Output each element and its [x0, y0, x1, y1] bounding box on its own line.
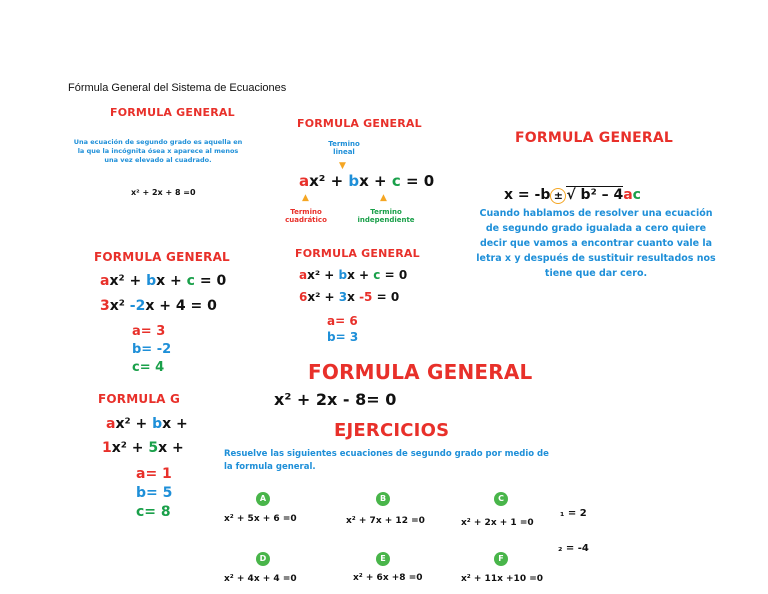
exercise-badge: D [256, 552, 270, 566]
coef-c: c [186, 273, 195, 289]
explanation-line: de segundo grado igualada a cero quiere [485, 223, 707, 234]
peek-solution-1 [560, 508, 587, 519]
op: + [124, 273, 147, 289]
op: + [130, 416, 153, 432]
eq-end: = 0 [194, 273, 227, 289]
peek-text: ₂ = -4 [558, 543, 589, 554]
formula-a: a [623, 187, 633, 203]
general-equation [106, 416, 188, 432]
term-x: x [347, 290, 355, 304]
term-x2: x² [109, 273, 125, 289]
explanation-line: Cuando hablamos de resolver una ecuación [479, 208, 713, 219]
card-example-3 [88, 386, 198, 526]
term-x: x [347, 268, 355, 282]
eq-end: = 0 [380, 268, 408, 282]
exercise-equation: x² + 6x +8 =0 [353, 573, 423, 583]
card-title: FORMULA GENERAL [110, 106, 235, 119]
page-title: Fórmula General del Sistema de Ecuaciones [68, 82, 287, 94]
value-a: a= 3 [132, 324, 166, 339]
general-equation [299, 268, 407, 282]
formula-c: c [632, 187, 641, 203]
op: + [171, 416, 188, 432]
exercise-badge: B [376, 492, 390, 506]
exercise-badge: F [494, 552, 508, 566]
coef-b: b [152, 416, 163, 432]
arrow-up-icon: ▲ [302, 193, 309, 203]
op: + [320, 290, 339, 304]
coef-b: 3 [338, 290, 348, 304]
peek-text: ₁ = 2 [560, 508, 587, 519]
formula-explanation [474, 206, 718, 281]
value-b: b= 3 [327, 330, 359, 344]
quadratic-formula [504, 187, 641, 204]
general-equation [299, 172, 434, 190]
op: + [126, 440, 149, 456]
formula-left: x = -b [504, 187, 551, 203]
formula-pm: ± [550, 188, 566, 204]
exercise-equation: x² + 7x + 12 =0 [346, 516, 425, 526]
coef-b: b [338, 268, 348, 282]
eq-end: = 0 [400, 172, 435, 190]
value-a: a= 1 [136, 466, 172, 482]
definition-line: la que la incógnita ósea x aparece al menos [77, 147, 239, 155]
formula-root: √ b² – 4 [566, 187, 624, 203]
op: + [354, 268, 374, 282]
op: + [325, 172, 349, 190]
arrow-up-icon: ▲ [380, 193, 387, 203]
card-title: FORMULA GENERAL [515, 130, 674, 146]
card-title: FORMULA GENERAL [94, 250, 230, 264]
value-c: c= 4 [132, 360, 165, 375]
arrow-down-icon: ▼ [339, 161, 346, 171]
instructions [224, 448, 554, 474]
eq-end: = 0 [372, 290, 400, 304]
label-linear: Termino lineal [328, 140, 360, 156]
card-exercises [198, 352, 558, 592]
coef-a: 1 [102, 440, 112, 456]
label-independent: Termino independiente [357, 208, 415, 224]
coef-b: 5 [148, 440, 159, 456]
exercise-equation: x² + 4x + 4 =0 [224, 574, 297, 584]
card-title: FORMULA GENERAL [297, 117, 422, 130]
coef-a: a [106, 416, 116, 432]
peek-solution-2 [558, 543, 589, 554]
exercise-equation: x² + 2x + 1 =0 [461, 518, 534, 528]
term-x2: x² [307, 290, 321, 304]
term-x: x [162, 416, 172, 432]
term-x2: x² [111, 440, 127, 456]
coef-a: 3 [100, 298, 110, 314]
example-equation [102, 440, 184, 456]
coef-b: b [348, 172, 360, 190]
exercise-equation: x² + 5x + 6 =0 [224, 514, 297, 524]
coef-b: -2 [124, 298, 146, 314]
exercise-badge: C [494, 492, 508, 506]
coef-c: -5 [354, 290, 373, 304]
example-equation: x² + 2x + 8 =0 [131, 188, 196, 197]
label-quadratic: Termino cuadrático [285, 208, 327, 224]
op: + [368, 172, 392, 190]
coef-a: 6 [299, 290, 308, 304]
op: + [320, 268, 339, 282]
term-x2: x² [115, 416, 131, 432]
exercise-equation: x² + 11x +10 =0 [461, 574, 544, 584]
general-equation [100, 273, 226, 289]
term-x2: x² [309, 172, 326, 190]
card-definition [68, 100, 248, 218]
term-x2: x² [307, 268, 321, 282]
eq-end: = 0 [185, 298, 217, 314]
card-terms [255, 108, 441, 236]
instructions-line: la formula general. [224, 462, 316, 472]
instructions-line: Resuelve las siguientes ecuaciones de segundo grado por medio de [224, 449, 549, 459]
exercise-badge: E [376, 552, 390, 566]
value-c: c= 8 [136, 504, 171, 520]
card-title: FORMULA GENERAL [308, 360, 533, 384]
value-b: b= 5 [136, 485, 173, 501]
term-x2: x² [109, 298, 125, 314]
example-equation [299, 290, 399, 304]
card-formula [470, 118, 722, 286]
definition-line: una vez elevado al cuadrado. [104, 156, 212, 164]
coef-c: + 4 [154, 298, 186, 314]
explanation-line: letra x y después de sustituir resultados nos [476, 253, 716, 264]
coef-c: c [391, 172, 401, 190]
value-a: a= 6 [327, 314, 358, 328]
example-equation [100, 298, 217, 314]
term-x: x [145, 298, 155, 314]
coef-a: a [299, 172, 310, 190]
exercise-badge: A [256, 492, 270, 506]
term-x: x [158, 440, 168, 456]
op: + [165, 273, 187, 289]
card-example-2 [285, 240, 425, 350]
value-b: b= -2 [132, 342, 172, 357]
main-equation: x² + 2x - 8= 0 [274, 390, 397, 409]
card-title: FORMULA G [98, 392, 181, 406]
term-x: x [359, 172, 369, 190]
coef-a: a [299, 268, 308, 282]
coef-a: a [100, 273, 110, 289]
op: + [167, 440, 184, 456]
explanation-line: decir que vamos a encontrar cuanto vale la [479, 238, 713, 249]
definition-text [72, 138, 244, 165]
card-title: FORMULA GENERAL [295, 247, 420, 260]
definition-line: Una ecuación de segundo grado es aquella en [73, 138, 243, 146]
coef-b: b [146, 273, 157, 289]
exercises-subtitle: EJERCICIOS [334, 420, 450, 441]
coef-c: c [373, 268, 381, 282]
explanation-line: tiene que dar cero. [544, 268, 648, 279]
term-x: x [156, 273, 166, 289]
